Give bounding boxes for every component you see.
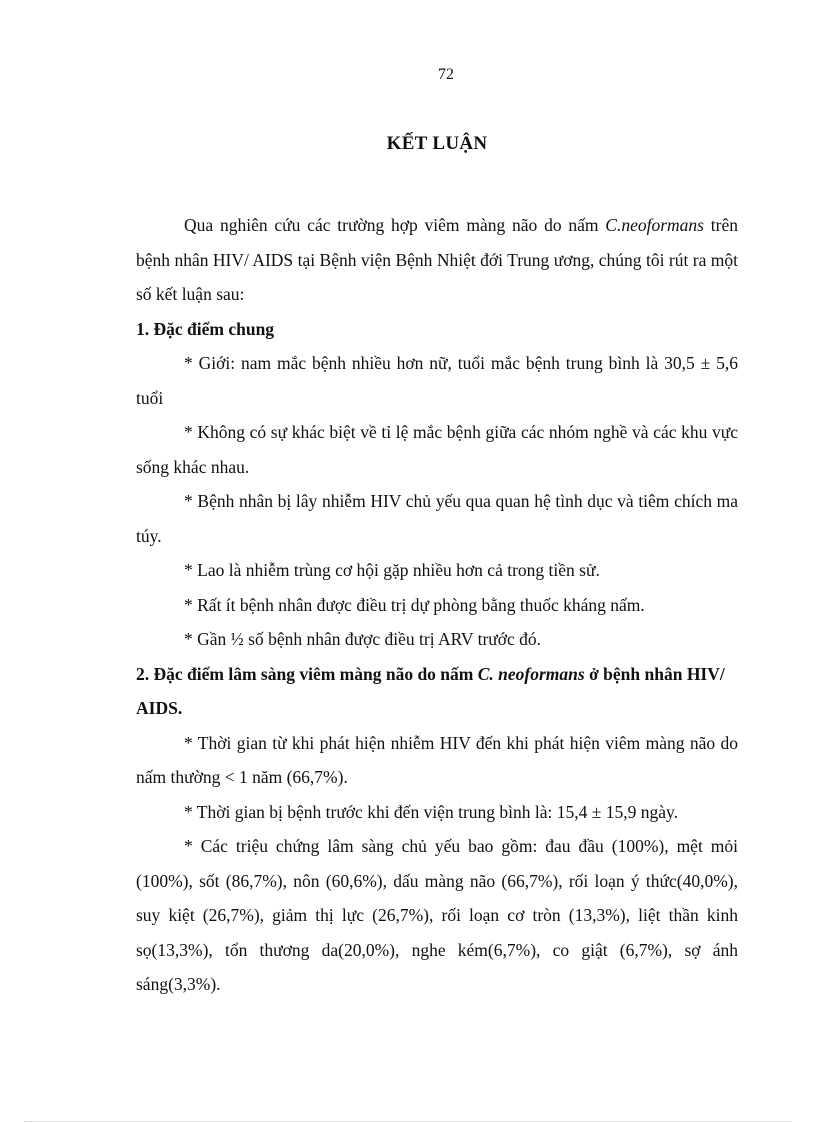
- intro-text-start: Qua nghiên cứu các trường hợp viêm màng não do nấm: [184, 215, 606, 235]
- section-2-species-name: C. neoformans: [477, 663, 585, 684]
- section-2-item: * Các triệu chứng lâm sàng chủ yếu bao gồm: đau đầu (100%), mệt mỏi (100%), sốt (86,7%), nôn (60,6%), dấu màng não (66,7%), rối loạn ý thức(40,0%), suy kiệt (26,7%), giảm thị lực (26,7%), rối loạn cơ tròn (13,3%), liệt thần kinh sọ(13,3%), tổn thương da(20,0%), nghe kém(6,7%), co giật (6,7%), sợ ánh sáng(3,3%).: [136, 836, 738, 994]
- section-2-heading-start: 2. Đặc điểm lâm sàng viêm màng não do nấm: [136, 663, 478, 684]
- intro-text-end: trên bệnh nhân HIV/ AIDS tại Bệnh viện Bệnh Nhiệt đới Trung ương, chúng tôi rút ra một số kết luận sau:: [136, 215, 738, 304]
- section-1-item: * Giới: nam mắc bệnh nhiều hơn nữ, tuổi mắc bệnh trung bình là 30,5 ± 5,6 tuổi: [136, 353, 738, 408]
- section-1-item: * Bệnh nhân bị lây nhiễm HIV chủ yếu qua quan hệ tình dục và tiêm chích ma túy.: [136, 491, 738, 546]
- section-1-heading: 1. Đặc điểm chung: [136, 318, 275, 339]
- section-1-item: * Rất ít bệnh nhân được điều trị dự phòng bằng thuốc kháng nấm.: [184, 594, 645, 615]
- section-1-item: * Lao là nhiễm trùng cơ hội gặp nhiều hơn cả trong tiền sử.: [184, 560, 600, 580]
- section-2-item: * Thời gian bị bệnh trước khi đến viện trung bình là: 15,4 ± 15,9 ngày.: [184, 801, 678, 822]
- section-2-heading-end: ở bệnh nhân HIV/ AIDS.: [136, 663, 725, 718]
- section-1-item: * Không có sự khác biệt về tỉ lệ mắc bệnh giữa các nhóm nghề và các khu vực sống khác nhau.: [136, 422, 738, 477]
- intro-species-name: C.neoformans: [605, 215, 704, 235]
- page-title: KẾT LUẬN: [386, 133, 488, 154]
- document-body: [136, 208, 738, 1002]
- page-number: 72: [438, 66, 454, 83]
- intro-paragraph: [136, 208, 738, 312]
- section-2-heading: [136, 657, 738, 726]
- section-1-item: * Gần ½ số bệnh nhân được điều trị ARV trước đó.: [184, 629, 542, 649]
- page-bottom-divider: [24, 1121, 792, 1122]
- section-2-item: * Thời gian từ khi phát hiện nhiễm HIV đến khi phát hiện viêm màng não do nấm thường < 1 năm (66,7%).: [136, 732, 738, 787]
